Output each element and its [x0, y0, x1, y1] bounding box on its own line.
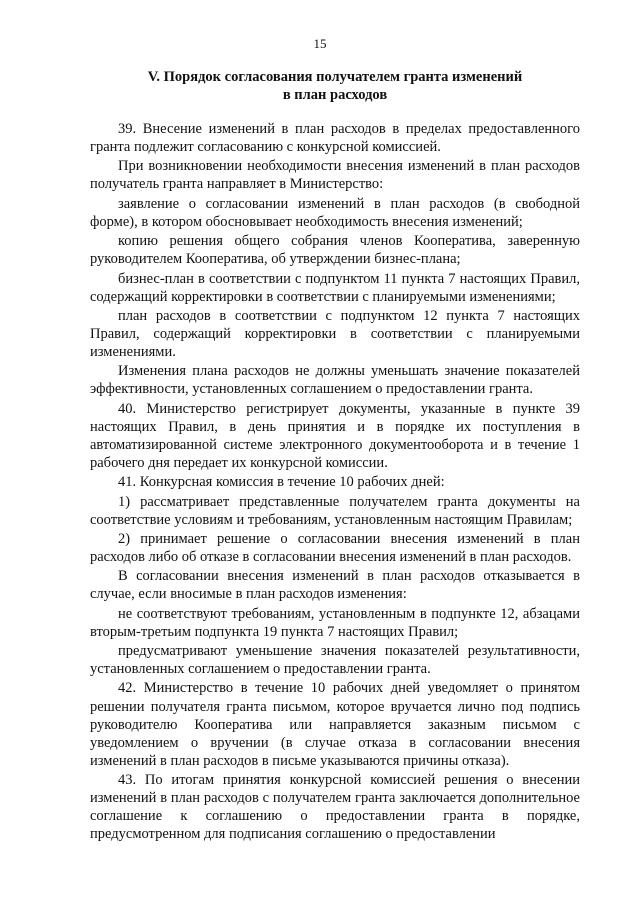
paragraph: план расходов в соответствии с подпунктом 12 пункта 7 настоящих Правил, содержащий корректировки в соответствии с планируемыми изменениями.: [90, 307, 580, 361]
paragraph-42: 42. Министерство в течение 10 рабочих дней уведомляет о принятом решении получателя гранта письмом, которое вручается лично под подпись руководителю Кооператива или направляется заказным письмом с уведомлением о вручении (в случае отказа в согласовании внесения изменений в план расходов в письме указываются причины отказа).: [90, 680, 580, 769]
paragraph: В согласовании внесения изменений в план расходов отказывается в случае, если вносимые в план расходов изменения:: [90, 568, 580, 603]
paragraph-41: 41. Конкурсная комиссия в течение 10 рабочих дней:: [118, 474, 445, 491]
paragraph-39: 39. Внесение изменений в план расходов в пределах предоставленного гранта подлежит согласованию с конкурсной комиссией.: [90, 121, 580, 156]
paragraph: 2) принимает решение о согласовании внесения изменений в план расходов либо об отказе в согласовании внесения изменений в план расходов.: [90, 530, 580, 566]
paragraph-40: 40. Министерство регистрирует документы, указанные в пункте 39 настоящих Правил, в день принятия и в порядке их поступления в автоматизированной системе электронного документооборота и в течение 1 рабочего дня передает их конкурсной комиссии.: [90, 400, 580, 471]
paragraph: 1) рассматривает представленные получателем гранта документы на соответствие условиям и требованиям, установленным настоящим Правилам;: [90, 493, 580, 528]
paragraph: копию решения общего собрания членов Кооператива, заверенную руководителем Кооператива, об утверждении бизнес-плана;: [90, 233, 580, 268]
page-number: 15: [313, 36, 327, 51]
section-title-line-2: в план расходов: [282, 87, 388, 103]
document-body: [90, 120, 580, 845]
paragraph-43: 43. По итогам принятия конкурсной комиссией решения о внесении изменений в план расходов с получателем гранта заключается дополнительное соглашение к соглашению о предоставлении гранта в порядке, предусмотренном для подписания соглашению о предоставлении: [90, 772, 580, 843]
paragraph: предусматривают уменьшение значения показателей результативности, установленных соглашением о предоставлении гранта.: [90, 643, 580, 678]
paragraph: При возникновении необходимости внесения изменений в план расходов получатель гранта направляет в Министерство:: [90, 158, 580, 193]
paragraph: заявление о согласовании изменений в план расходов (в свободной форме), в котором обосновывает необходимость внесения изменений;: [90, 195, 580, 230]
paragraph: Изменения плана расходов не должны уменьшать значение показателей эффективности, установленных соглашением о предоставлении гранта.: [90, 363, 580, 398]
paragraph: бизнес-план в соответствии с подпунктом 11 пункта 7 настоящих Правил, содержащий корректировки в соответствии с планируемыми изменениями;: [90, 270, 580, 305]
section-title-line-1: V. Порядок согласования получателем гранта изменений: [147, 69, 523, 85]
paragraph: не соответствуют требованиям, установленным в подпункте 12, абзацами вторым-третьим подпункта 19 пункта 7 настоящих Правил;: [90, 605, 580, 640]
section-title: [90, 68, 580, 104]
